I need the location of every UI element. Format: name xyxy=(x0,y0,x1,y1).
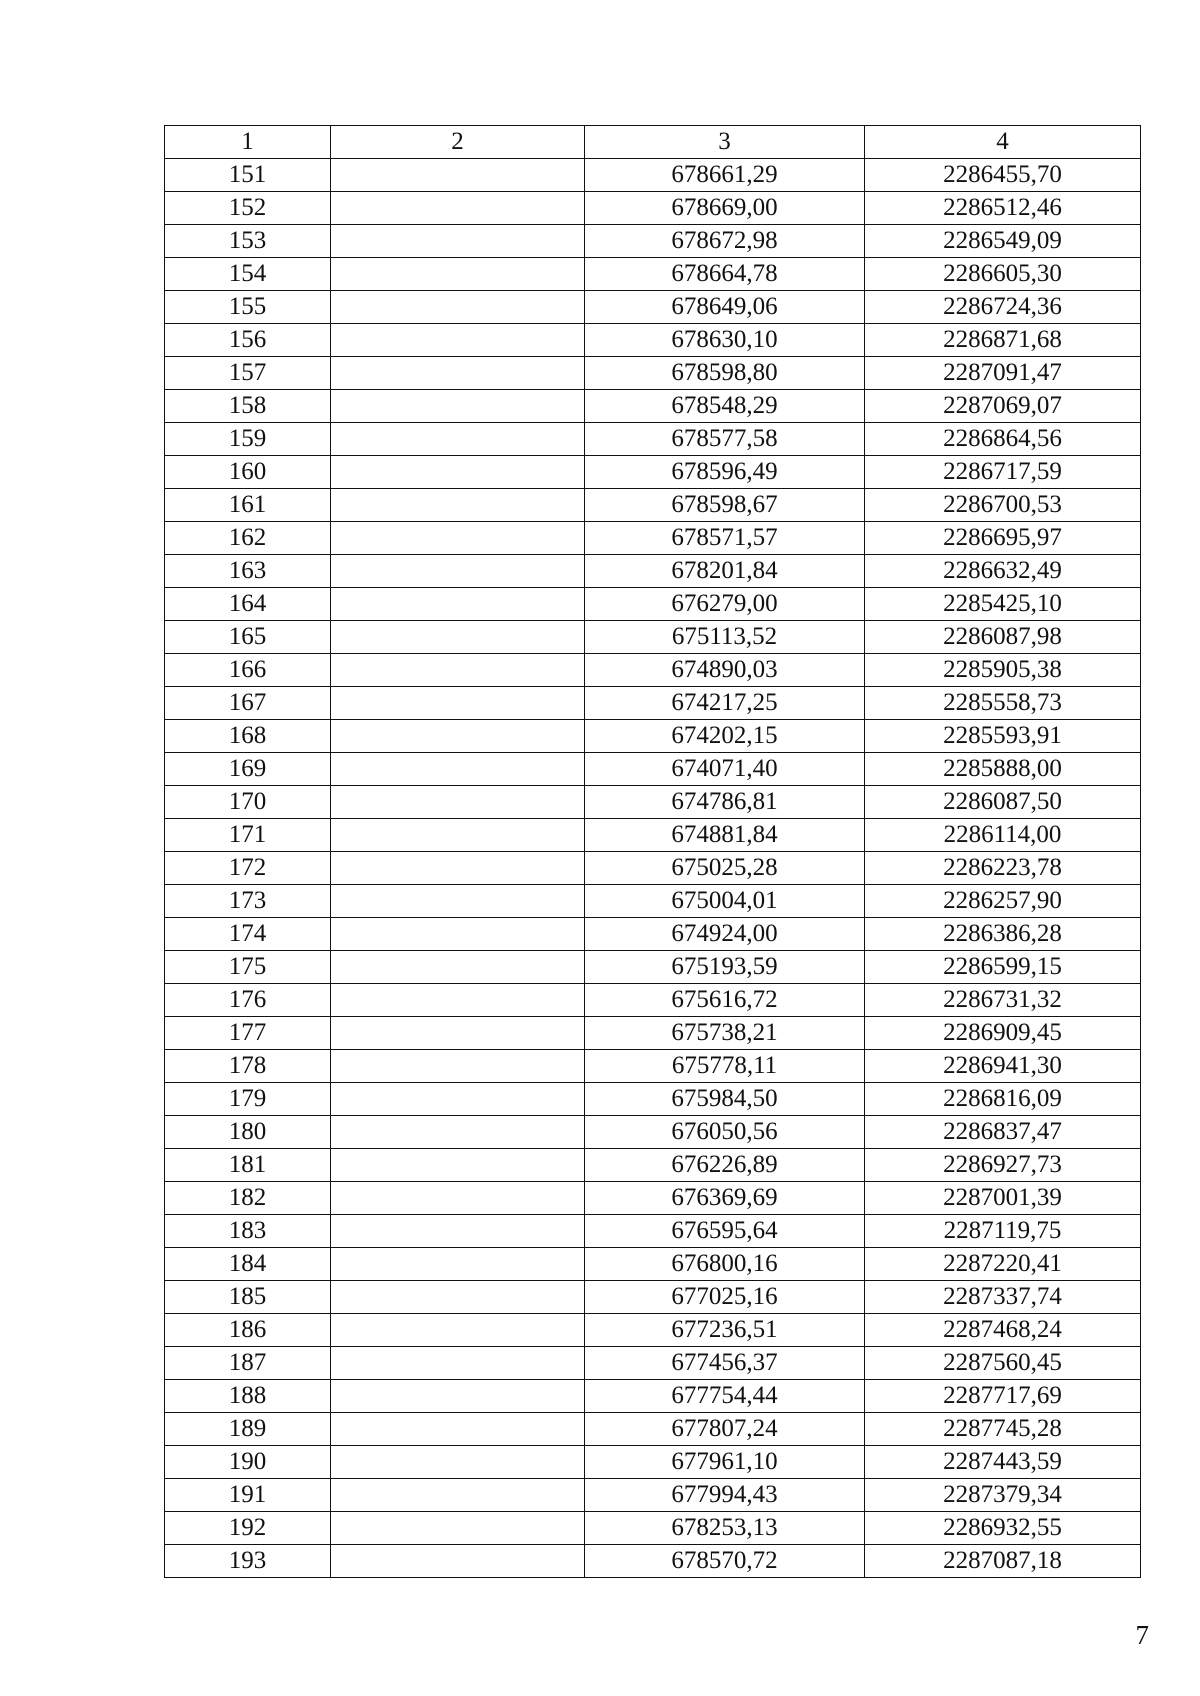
table-row xyxy=(165,357,1141,390)
table-cell-col-2 xyxy=(331,885,585,918)
table-cell-col-4: 2286864,56 xyxy=(865,423,1141,456)
table-cell-col-3: 678570,72 xyxy=(585,1545,865,1578)
table-row xyxy=(165,1182,1141,1215)
column-header-3: 3 xyxy=(585,126,865,159)
table-cell-col-1: 187 xyxy=(165,1347,331,1380)
table-cell-col-2 xyxy=(331,522,585,555)
table-row xyxy=(165,1149,1141,1182)
table-cell-col-2 xyxy=(331,720,585,753)
table-cell-col-1: 163 xyxy=(165,555,331,588)
table-cell-col-4: 2287001,39 xyxy=(865,1182,1141,1215)
table-cell-col-4: 2285888,00 xyxy=(865,753,1141,786)
table-cell-col-2 xyxy=(331,1512,585,1545)
table-cell-col-2 xyxy=(331,1446,585,1479)
table-row xyxy=(165,753,1141,786)
table-cell-col-2 xyxy=(331,1083,585,1116)
table-cell-col-2 xyxy=(331,192,585,225)
table-cell-col-1: 190 xyxy=(165,1446,331,1479)
table-cell-col-3: 675193,59 xyxy=(585,951,865,984)
table-cell-col-1: 157 xyxy=(165,357,331,390)
table-cell-col-4: 2286724,36 xyxy=(865,291,1141,324)
table-body xyxy=(165,159,1141,1578)
table-cell-col-2 xyxy=(331,588,585,621)
table-cell-col-2 xyxy=(331,324,585,357)
column-header-4: 4 xyxy=(865,126,1141,159)
table-row xyxy=(165,852,1141,885)
table-row xyxy=(165,324,1141,357)
table-cell-col-1: 156 xyxy=(165,324,331,357)
table-cell-col-1: 177 xyxy=(165,1017,331,1050)
table-cell-col-4: 2286837,47 xyxy=(865,1116,1141,1149)
table-cell-col-2 xyxy=(331,1545,585,1578)
table-cell-col-3: 678201,84 xyxy=(585,555,865,588)
table-cell-col-1: 189 xyxy=(165,1413,331,1446)
table-row xyxy=(165,489,1141,522)
table-cell-col-3: 675004,01 xyxy=(585,885,865,918)
table-cell-col-1: 164 xyxy=(165,588,331,621)
table-cell-col-3: 675113,52 xyxy=(585,621,865,654)
table-row xyxy=(165,984,1141,1017)
table-cell-col-2 xyxy=(331,357,585,390)
table-cell-col-3: 678598,67 xyxy=(585,489,865,522)
table-cell-col-4: 2287087,18 xyxy=(865,1545,1141,1578)
table-cell-col-4: 2287717,69 xyxy=(865,1380,1141,1413)
table-cell-col-3: 675778,11 xyxy=(585,1050,865,1083)
table-cell-col-4: 2286941,30 xyxy=(865,1050,1141,1083)
table-cell-col-2 xyxy=(331,489,585,522)
table-cell-col-1: 154 xyxy=(165,258,331,291)
table-cell-col-2 xyxy=(331,1413,585,1446)
table-cell-col-4: 2286599,15 xyxy=(865,951,1141,984)
table-row xyxy=(165,1215,1141,1248)
table-cell-col-2 xyxy=(331,291,585,324)
table-cell-col-1: 155 xyxy=(165,291,331,324)
table-cell-col-1: 170 xyxy=(165,786,331,819)
table-cell-col-3: 676369,69 xyxy=(585,1182,865,1215)
table-cell-col-1: 186 xyxy=(165,1314,331,1347)
table-row xyxy=(165,1512,1141,1545)
table-cell-col-3: 677025,16 xyxy=(585,1281,865,1314)
table-cell-col-3: 674881,84 xyxy=(585,819,865,852)
table-cell-col-2 xyxy=(331,753,585,786)
table-cell-col-2 xyxy=(331,390,585,423)
table-cell-col-3: 675984,50 xyxy=(585,1083,865,1116)
table-cell-col-3: 677456,37 xyxy=(585,1347,865,1380)
table-cell-col-4: 2286871,68 xyxy=(865,324,1141,357)
table-cell-col-3: 678253,13 xyxy=(585,1512,865,1545)
table-cell-col-1: 193 xyxy=(165,1545,331,1578)
table-cell-col-1: 158 xyxy=(165,390,331,423)
table-cell-col-4: 2287468,24 xyxy=(865,1314,1141,1347)
table-row xyxy=(165,588,1141,621)
table-cell-col-3: 676595,64 xyxy=(585,1215,865,1248)
table-cell-col-1: 178 xyxy=(165,1050,331,1083)
table-cell-col-1: 174 xyxy=(165,918,331,951)
table-cell-col-2 xyxy=(331,225,585,258)
table-row xyxy=(165,918,1141,951)
table-cell-col-2 xyxy=(331,621,585,654)
column-header-2: 2 xyxy=(331,126,585,159)
table-cell-col-3: 677961,10 xyxy=(585,1446,865,1479)
table-cell-col-3: 676800,16 xyxy=(585,1248,865,1281)
table-row xyxy=(165,687,1141,720)
table-cell-col-4: 2286512,46 xyxy=(865,192,1141,225)
table-cell-col-4: 2287560,45 xyxy=(865,1347,1141,1380)
table-cell-col-2 xyxy=(331,159,585,192)
table-row xyxy=(165,720,1141,753)
table-cell-col-4: 2286114,00 xyxy=(865,819,1141,852)
table-cell-col-2 xyxy=(331,1380,585,1413)
table-cell-col-3: 677807,24 xyxy=(585,1413,865,1446)
table-row xyxy=(165,1116,1141,1149)
table-cell-col-2 xyxy=(331,1281,585,1314)
table-cell-col-2 xyxy=(331,1248,585,1281)
table-row xyxy=(165,786,1141,819)
table-cell-col-3: 674071,40 xyxy=(585,753,865,786)
table-cell-col-1: 161 xyxy=(165,489,331,522)
table-cell-col-2 xyxy=(331,1347,585,1380)
table-cell-col-3: 678661,29 xyxy=(585,159,865,192)
table-cell-col-1: 166 xyxy=(165,654,331,687)
table-cell-col-1: 165 xyxy=(165,621,331,654)
table-cell-col-2 xyxy=(331,654,585,687)
table-cell-col-2 xyxy=(331,423,585,456)
table-row xyxy=(165,1545,1141,1578)
table-cell-col-1: 182 xyxy=(165,1182,331,1215)
table-cell-col-4: 2286549,09 xyxy=(865,225,1141,258)
table-cell-col-4: 2286909,45 xyxy=(865,1017,1141,1050)
table-cell-col-1: 160 xyxy=(165,456,331,489)
table-cell-col-4: 2287337,74 xyxy=(865,1281,1141,1314)
table-cell-col-3: 678598,80 xyxy=(585,357,865,390)
column-header-1: 1 xyxy=(165,126,331,159)
table-cell-col-2 xyxy=(331,918,585,951)
table-row xyxy=(165,159,1141,192)
table-cell-col-1: 188 xyxy=(165,1380,331,1413)
table-cell-col-3: 674786,81 xyxy=(585,786,865,819)
table-cell-col-4: 2286223,78 xyxy=(865,852,1141,885)
table-cell-col-1: 191 xyxy=(165,1479,331,1512)
table-row xyxy=(165,1083,1141,1116)
table-cell-col-4: 2287443,59 xyxy=(865,1446,1141,1479)
table-cell-col-4: 2286717,59 xyxy=(865,456,1141,489)
coordinates-table xyxy=(164,125,1141,1578)
table-cell-col-3: 674890,03 xyxy=(585,654,865,687)
table-cell-col-3: 678664,78 xyxy=(585,258,865,291)
table-cell-col-1: 181 xyxy=(165,1149,331,1182)
table-cell-col-3: 674217,25 xyxy=(585,687,865,720)
table-cell-col-3: 678649,06 xyxy=(585,291,865,324)
table-cell-col-2 xyxy=(331,258,585,291)
table-cell-col-3: 675616,72 xyxy=(585,984,865,1017)
table-cell-col-4: 2286731,32 xyxy=(865,984,1141,1017)
table-row xyxy=(165,621,1141,654)
table-cell-col-2 xyxy=(331,1050,585,1083)
table-row xyxy=(165,522,1141,555)
table-cell-col-1: 162 xyxy=(165,522,331,555)
table-cell-col-1: 167 xyxy=(165,687,331,720)
table-cell-col-3: 678630,10 xyxy=(585,324,865,357)
table-cell-col-2 xyxy=(331,786,585,819)
table-cell-col-3: 678672,98 xyxy=(585,225,865,258)
table-cell-col-4: 2286455,70 xyxy=(865,159,1141,192)
table-row xyxy=(165,819,1141,852)
table-row xyxy=(165,951,1141,984)
table-cell-col-1: 180 xyxy=(165,1116,331,1149)
table-cell-col-3: 674202,15 xyxy=(585,720,865,753)
table-cell-col-3: 675738,21 xyxy=(585,1017,865,1050)
table-cell-col-3: 678577,58 xyxy=(585,423,865,456)
table-cell-col-2 xyxy=(331,555,585,588)
table-cell-col-3: 676279,00 xyxy=(585,588,865,621)
table-cell-col-2 xyxy=(331,852,585,885)
table-cell-col-4: 2286386,28 xyxy=(865,918,1141,951)
table-cell-col-1: 184 xyxy=(165,1248,331,1281)
table-cell-col-2 xyxy=(331,1017,585,1050)
table-cell-col-2 xyxy=(331,951,585,984)
table-cell-col-4: 2286087,98 xyxy=(865,621,1141,654)
table-cell-col-4: 2286695,97 xyxy=(865,522,1141,555)
table-cell-col-3: 676050,56 xyxy=(585,1116,865,1149)
table-cell-col-1: 151 xyxy=(165,159,331,192)
table-row xyxy=(165,1347,1141,1380)
table-cell-col-3: 674924,00 xyxy=(585,918,865,951)
table-row xyxy=(165,1314,1141,1347)
table-row xyxy=(165,1479,1141,1512)
table-cell-col-4: 2286087,50 xyxy=(865,786,1141,819)
table-cell-col-2 xyxy=(331,1314,585,1347)
table-row xyxy=(165,654,1141,687)
table-cell-col-1: 175 xyxy=(165,951,331,984)
table-row xyxy=(165,390,1141,423)
table-cell-col-4: 2287069,07 xyxy=(865,390,1141,423)
table-cell-col-3: 675025,28 xyxy=(585,852,865,885)
table-cell-col-1: 173 xyxy=(165,885,331,918)
table-cell-col-3: 676226,89 xyxy=(585,1149,865,1182)
table-cell-col-4: 2286257,90 xyxy=(865,885,1141,918)
table-cell-col-4: 2287745,28 xyxy=(865,1413,1141,1446)
table-cell-col-3: 678548,29 xyxy=(585,390,865,423)
table-cell-col-2 xyxy=(331,1215,585,1248)
table-cell-col-2 xyxy=(331,456,585,489)
table-cell-col-1: 171 xyxy=(165,819,331,852)
table-cell-col-3: 677754,44 xyxy=(585,1380,865,1413)
table-cell-col-4: 2285593,91 xyxy=(865,720,1141,753)
table-row xyxy=(165,1281,1141,1314)
table-cell-col-3: 678669,00 xyxy=(585,192,865,225)
table-row xyxy=(165,1017,1141,1050)
table-cell-col-4: 2287379,34 xyxy=(865,1479,1141,1512)
header-row xyxy=(165,126,1141,159)
table-cell-col-4: 2287119,75 xyxy=(865,1215,1141,1248)
table-row xyxy=(165,1050,1141,1083)
table-cell-col-3: 677994,43 xyxy=(585,1479,865,1512)
table-cell-col-4: 2286932,55 xyxy=(865,1512,1141,1545)
table-cell-col-1: 168 xyxy=(165,720,331,753)
table-row xyxy=(165,1380,1141,1413)
table-cell-col-4: 2286700,53 xyxy=(865,489,1141,522)
table-header xyxy=(165,126,1141,159)
table-row xyxy=(165,192,1141,225)
table-row xyxy=(165,225,1141,258)
table-cell-col-3: 678571,57 xyxy=(585,522,865,555)
table-cell-col-4: 2286632,49 xyxy=(865,555,1141,588)
table-cell-col-1: 159 xyxy=(165,423,331,456)
table-row xyxy=(165,555,1141,588)
table-row xyxy=(165,1248,1141,1281)
table-cell-col-1: 152 xyxy=(165,192,331,225)
table-cell-col-2 xyxy=(331,1479,585,1512)
table-cell-col-2 xyxy=(331,984,585,1017)
table-cell-col-4: 2286816,09 xyxy=(865,1083,1141,1116)
table-cell-col-2 xyxy=(331,1116,585,1149)
table-cell-col-2 xyxy=(331,819,585,852)
table-cell-col-4: 2286927,73 xyxy=(865,1149,1141,1182)
page-number: 7 xyxy=(1135,1620,1149,1650)
table-cell-col-1: 185 xyxy=(165,1281,331,1314)
table-cell-col-4: 2287091,47 xyxy=(865,357,1141,390)
table-row xyxy=(165,423,1141,456)
table-row xyxy=(165,1446,1141,1479)
table-cell-col-1: 169 xyxy=(165,753,331,786)
table-row xyxy=(165,258,1141,291)
table-cell-col-3: 678596,49 xyxy=(585,456,865,489)
table-cell-col-1: 183 xyxy=(165,1215,331,1248)
table-cell-col-1: 179 xyxy=(165,1083,331,1116)
table-cell-col-4: 2287220,41 xyxy=(865,1248,1141,1281)
table-cell-col-3: 677236,51 xyxy=(585,1314,865,1347)
table-cell-col-1: 192 xyxy=(165,1512,331,1545)
table-row xyxy=(165,291,1141,324)
table-row xyxy=(165,885,1141,918)
table-cell-col-1: 153 xyxy=(165,225,331,258)
table-row xyxy=(165,1413,1141,1446)
table-cell-col-2 xyxy=(331,687,585,720)
table-cell-col-2 xyxy=(331,1149,585,1182)
table-cell-col-4: 2285558,73 xyxy=(865,687,1141,720)
table-cell-col-4: 2285425,10 xyxy=(865,588,1141,621)
table-cell-col-4: 2286605,30 xyxy=(865,258,1141,291)
table-row xyxy=(165,456,1141,489)
table-cell-col-1: 172 xyxy=(165,852,331,885)
table-cell-col-4: 2285905,38 xyxy=(865,654,1141,687)
table-cell-col-2 xyxy=(331,1182,585,1215)
table-cell-col-1: 176 xyxy=(165,984,331,1017)
